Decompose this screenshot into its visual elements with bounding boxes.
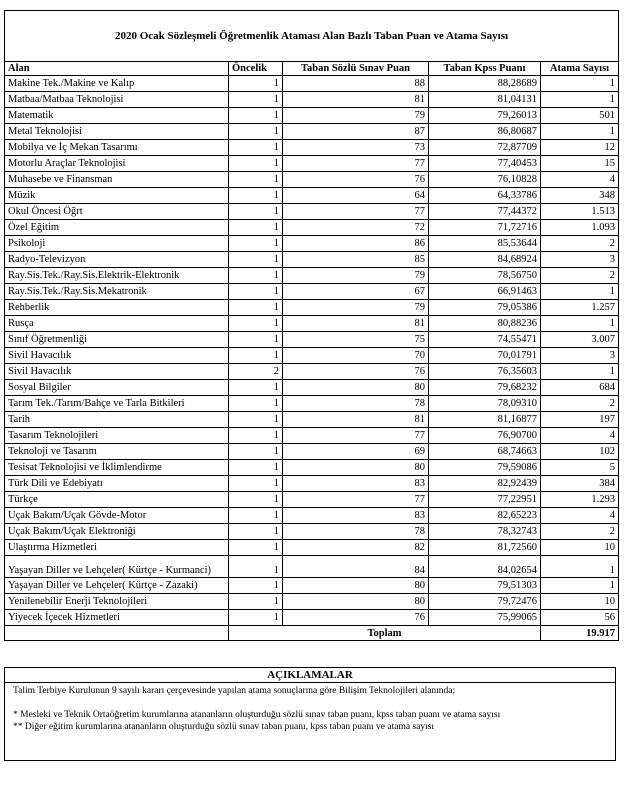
cell-sozlu: 67: [283, 284, 429, 300]
table-row: [5, 556, 619, 578]
cell-kpss: 77,44372: [429, 204, 541, 220]
cell-sozlu: 81: [283, 92, 429, 108]
cell-atama: 3: [541, 348, 619, 364]
cell-kpss: 84,02654: [429, 556, 541, 578]
results-table: [4, 10, 619, 641]
table-row: [5, 140, 619, 156]
cell-atama: 15: [541, 156, 619, 172]
cell-sozlu: 70: [283, 348, 429, 364]
results-sheet: [4, 10, 618, 641]
table-row: [5, 124, 619, 140]
cell-sozlu: 80: [283, 460, 429, 476]
cell-oncelik: 1: [229, 380, 283, 396]
cell-atama: 384: [541, 476, 619, 492]
cell-sozlu: 73: [283, 140, 429, 156]
cell-sozlu: 79: [283, 300, 429, 316]
cell-atama: 1: [541, 284, 619, 300]
cell-oncelik: 1: [229, 476, 283, 492]
table-row: [5, 348, 619, 364]
cell-alan: Tasarım Teknolojileri: [5, 428, 229, 444]
table-row: [5, 156, 619, 172]
table-row: [5, 172, 619, 188]
cell-oncelik: 1: [229, 610, 283, 626]
cell-atama: 1.513: [541, 204, 619, 220]
cell-oncelik: 1: [229, 140, 283, 156]
cell-atama: 102: [541, 444, 619, 460]
cell-oncelik: 1: [229, 316, 283, 332]
table-row: [5, 236, 619, 252]
column-header-alan: Alan: [5, 62, 229, 76]
cell-sozlu: 76: [283, 172, 429, 188]
table-row: [5, 268, 619, 284]
cell-alan: Ray.Sis.Tek./Ray.Sis.Mekatronik: [5, 284, 229, 300]
column-header-sozlu: Taban Sözlü Sınav Puan: [283, 62, 429, 76]
cell-atama: 1: [541, 124, 619, 140]
table-row: [5, 396, 619, 412]
cell-atama: 3.007: [541, 332, 619, 348]
cell-alan: Rusça: [5, 316, 229, 332]
cell-atama: 56: [541, 610, 619, 626]
cell-kpss: 79,59086: [429, 460, 541, 476]
cell-atama: 2: [541, 236, 619, 252]
cell-atama: 2: [541, 524, 619, 540]
cell-oncelik: 1: [229, 508, 283, 524]
table-row: [5, 524, 619, 540]
cell-kpss: 71,72716: [429, 220, 541, 236]
table-row: [5, 428, 619, 444]
cell-atama: 348: [541, 188, 619, 204]
cell-alan: Matematik: [5, 108, 229, 124]
cell-alan: Sınıf Öğretmenliği: [5, 332, 229, 348]
cell-alan: Okul Öncesi Öğrt: [5, 204, 229, 220]
cell-atama: 1: [541, 316, 619, 332]
cell-sozlu: 81: [283, 316, 429, 332]
cell-alan: Tarım Tek./Tarım/Bahçe ve Tarla Bitkileri: [5, 396, 229, 412]
table-row: [5, 220, 619, 236]
notes-title: AÇIKLAMALAR: [5, 668, 615, 683]
cell-oncelik: 1: [229, 524, 283, 540]
cell-kpss: 68,74663: [429, 444, 541, 460]
cell-atama: 1: [541, 578, 619, 594]
table-row: [5, 610, 619, 626]
table-row: [5, 252, 619, 268]
cell-oncelik: 1: [229, 252, 283, 268]
cell-oncelik: 1: [229, 300, 283, 316]
total-row: [5, 626, 619, 641]
cell-sozlu: 78: [283, 524, 429, 540]
cell-alan: Motorlu Araçlar Teknolojisi: [5, 156, 229, 172]
cell-kpss: 78,09310: [429, 396, 541, 412]
cell-alan: Psikoloji: [5, 236, 229, 252]
total-label: Toplam: [229, 626, 541, 641]
cell-sozlu: 83: [283, 476, 429, 492]
cell-sozlu: 79: [283, 268, 429, 284]
table-row: [5, 476, 619, 492]
cell-kpss: 76,35603: [429, 364, 541, 380]
cell-oncelik: 1: [229, 540, 283, 556]
cell-kpss: 86,80687: [429, 124, 541, 140]
cell-oncelik: 1: [229, 396, 283, 412]
cell-alan: Sosyal Bilgiler: [5, 380, 229, 396]
cell-atama: 2: [541, 268, 619, 284]
cell-alan: Ray.Sis.Tek./Ray.Sis.Elektrik-Elektronik: [5, 268, 229, 284]
cell-sozlu: 86: [283, 236, 429, 252]
cell-kpss: 79,68232: [429, 380, 541, 396]
cell-oncelik: 1: [229, 124, 283, 140]
note-line-intro: Talim Terbiye Kurulunun 9 sayılı kararı çerçevesinde yapılan atama sonuçlarına göre Bilişim Teknolojileri alanında;: [13, 686, 456, 696]
cell-atama: 3: [541, 252, 619, 268]
cell-atama: 1.093: [541, 220, 619, 236]
table-body: [5, 76, 619, 626]
cell-atama: 10: [541, 540, 619, 556]
cell-kpss: 80,88236: [429, 316, 541, 332]
cell-atama: 2: [541, 396, 619, 412]
cell-alan: Mobilya ve İç Mekan Tasarımı: [5, 140, 229, 156]
cell-alan: Yaşayan Diller ve Lehçeler( Kürtçe - Zazaki): [5, 578, 229, 594]
cell-kpss: 84,68924: [429, 252, 541, 268]
cell-alan: Uçak Bakım/Uçak Elektroniği: [5, 524, 229, 540]
cell-oncelik: 1: [229, 348, 283, 364]
cell-atama: 10: [541, 594, 619, 610]
cell-oncelik: 1: [229, 76, 283, 92]
cell-sozlu: 76: [283, 364, 429, 380]
cell-alan: Makine Tek./Makine ve Kalıp: [5, 76, 229, 92]
cell-alan: Türk Dili ve Edebiyatı: [5, 476, 229, 492]
cell-sozlu: 77: [283, 156, 429, 172]
cell-kpss: 76,90700: [429, 428, 541, 444]
cell-oncelik: 1: [229, 578, 283, 594]
cell-sozlu: 88: [283, 76, 429, 92]
table-row: [5, 76, 619, 92]
cell-sozlu: 78: [283, 396, 429, 412]
table-row: [5, 380, 619, 396]
column-header-atama: Atama Sayısı: [541, 62, 619, 76]
cell-oncelik: 1: [229, 594, 283, 610]
cell-alan: Müzik: [5, 188, 229, 204]
cell-alan: Tarih: [5, 412, 229, 428]
cell-atama: 4: [541, 508, 619, 524]
cell-atama: 4: [541, 428, 619, 444]
cell-oncelik: 1: [229, 220, 283, 236]
cell-alan: Sivil Havacılık: [5, 348, 229, 364]
cell-sozlu: 77: [283, 204, 429, 220]
cell-sozlu: 80: [283, 380, 429, 396]
cell-kpss: 79,05386: [429, 300, 541, 316]
cell-kpss: 77,22951: [429, 492, 541, 508]
cell-atama: 1: [541, 76, 619, 92]
cell-kpss: 70,01791: [429, 348, 541, 364]
table-title: 2020 Ocak Sözleşmeli Öğretmenlik Ataması Alan Bazlı Taban Puan ve Atama Sayısı: [5, 11, 619, 62]
cell-kpss: 79,51303: [429, 578, 541, 594]
cell-alan: Özel Eğitim: [5, 220, 229, 236]
cell-sozlu: 85: [283, 252, 429, 268]
cell-kpss: 78,32743: [429, 524, 541, 540]
cell-alan: Muhasebe ve Finansman: [5, 172, 229, 188]
table-row: [5, 508, 619, 524]
cell-atama: 4: [541, 172, 619, 188]
cell-atama: 1.293: [541, 492, 619, 508]
cell-kpss: 81,72560: [429, 540, 541, 556]
cell-kpss: 76,10828: [429, 172, 541, 188]
cell-kpss: 79,26013: [429, 108, 541, 124]
cell-sozlu: 79: [283, 108, 429, 124]
cell-oncelik: 1: [229, 284, 283, 300]
cell-atama: 12: [541, 140, 619, 156]
cell-sozlu: 82: [283, 540, 429, 556]
column-header-kpss: Taban Kpss Puanı: [429, 62, 541, 76]
cell-kpss: 81,16877: [429, 412, 541, 428]
cell-sozlu: 69: [283, 444, 429, 460]
cell-alan: Yiyecek İçecek Hizmetleri: [5, 610, 229, 626]
cell-alan: Sivil Havacılık: [5, 364, 229, 380]
cell-oncelik: 1: [229, 444, 283, 460]
total-value: 19.917: [541, 626, 619, 641]
cell-atama: 684: [541, 380, 619, 396]
cell-kpss: 74,55471: [429, 332, 541, 348]
table-row: [5, 284, 619, 300]
cell-kpss: 66,91463: [429, 284, 541, 300]
cell-sozlu: 80: [283, 594, 429, 610]
cell-oncelik: 1: [229, 188, 283, 204]
table-row: [5, 332, 619, 348]
table-row: [5, 540, 619, 556]
cell-sozlu: 77: [283, 428, 429, 444]
cell-oncelik: 1: [229, 204, 283, 220]
cell-alan: Teknoloji ve Tasarım: [5, 444, 229, 460]
table-row: [5, 204, 619, 220]
cell-kpss: 88,28689: [429, 76, 541, 92]
cell-oncelik: 1: [229, 92, 283, 108]
cell-alan: Ulaştırma Hizmetleri: [5, 540, 229, 556]
table-row: [5, 300, 619, 316]
cell-kpss: 81,04131: [429, 92, 541, 108]
cell-sozlu: 81: [283, 412, 429, 428]
cell-oncelik: 1: [229, 172, 283, 188]
cell-sozlu: 77: [283, 492, 429, 508]
table-row: [5, 444, 619, 460]
cell-alan: Tesisat Teknolojisi ve İklimlendirme: [5, 460, 229, 476]
cell-oncelik: 1: [229, 108, 283, 124]
table-row: [5, 578, 619, 594]
table-row: [5, 316, 619, 332]
cell-sozlu: 87: [283, 124, 429, 140]
cell-oncelik: 1: [229, 556, 283, 578]
cell-oncelik: 1: [229, 492, 283, 508]
cell-oncelik: 1: [229, 460, 283, 476]
cell-kpss: 72,87709: [429, 140, 541, 156]
cell-sozlu: 72: [283, 220, 429, 236]
cell-alan: Uçak Bakım/Uçak Gövde-Motor: [5, 508, 229, 524]
cell-atama: 1.257: [541, 300, 619, 316]
cell-kpss: 85,53644: [429, 236, 541, 252]
cell-sozlu: 76: [283, 610, 429, 626]
cell-atama: 501: [541, 108, 619, 124]
table-row: [5, 412, 619, 428]
cell-alan: Yaşayan Diller ve Lehçeler( Kürtçe - Kurmanci): [5, 556, 229, 578]
cell-kpss: 64,33786: [429, 188, 541, 204]
cell-atama: 1: [541, 556, 619, 578]
table-row: [5, 594, 619, 610]
note-line-double-star: ** Diğer eğitim kurumlarına atananların oluşturduğu sözlü sınav taban puanı, kpss taban puanı ve atama sayısı: [13, 722, 435, 732]
cell-kpss: 77,40453: [429, 156, 541, 172]
cell-kpss: 75,99065: [429, 610, 541, 626]
cell-alan: Radyo-Televizyon: [5, 252, 229, 268]
cell-kpss: 82,65223: [429, 508, 541, 524]
cell-kpss: 78,56750: [429, 268, 541, 284]
cell-oncelik: 1: [229, 428, 283, 444]
note-line-single-star: * Mesleki ve Teknik Ortaöğretim kurumlarına atananların oluşturduğu sözlü sınav taban puanı, kpss taban puanı ve atama sayısı: [13, 710, 501, 720]
cell-sozlu: 83: [283, 508, 429, 524]
column-header-oncelik: Öncelik: [229, 62, 283, 76]
cell-alan: Metal Teknolojisi: [5, 124, 229, 140]
cell-alan: Yenilenebilir Enerji Teknolojileri: [5, 594, 229, 610]
cell-oncelik: 1: [229, 156, 283, 172]
cell-atama: 5: [541, 460, 619, 476]
cell-oncelik: 1: [229, 332, 283, 348]
cell-sozlu: 75: [283, 332, 429, 348]
cell-atama: 197: [541, 412, 619, 428]
table-row: [5, 188, 619, 204]
cell-sozlu: 84: [283, 556, 429, 578]
table-row: [5, 92, 619, 108]
table-row: [5, 460, 619, 476]
cell-alan: Türkçe: [5, 492, 229, 508]
cell-oncelik: 1: [229, 268, 283, 284]
cell-alan: Rehberlik: [5, 300, 229, 316]
cell-oncelik: 1: [229, 236, 283, 252]
cell-atama: 1: [541, 92, 619, 108]
cell-sozlu: 80: [283, 578, 429, 594]
cell-oncelik: 1: [229, 412, 283, 428]
table-row: [5, 492, 619, 508]
table-row: [5, 108, 619, 124]
cell-alan: Matbaa/Matbaa Teknolojisi: [5, 92, 229, 108]
notes-box: [4, 667, 616, 761]
cell-kpss: 82,92439: [429, 476, 541, 492]
header-row: [5, 62, 619, 76]
cell-atama: 1: [541, 364, 619, 380]
cell-sozlu: 64: [283, 188, 429, 204]
table-row: [5, 364, 619, 380]
cell-kpss: 79,72476: [429, 594, 541, 610]
cell-oncelik: 2: [229, 364, 283, 380]
